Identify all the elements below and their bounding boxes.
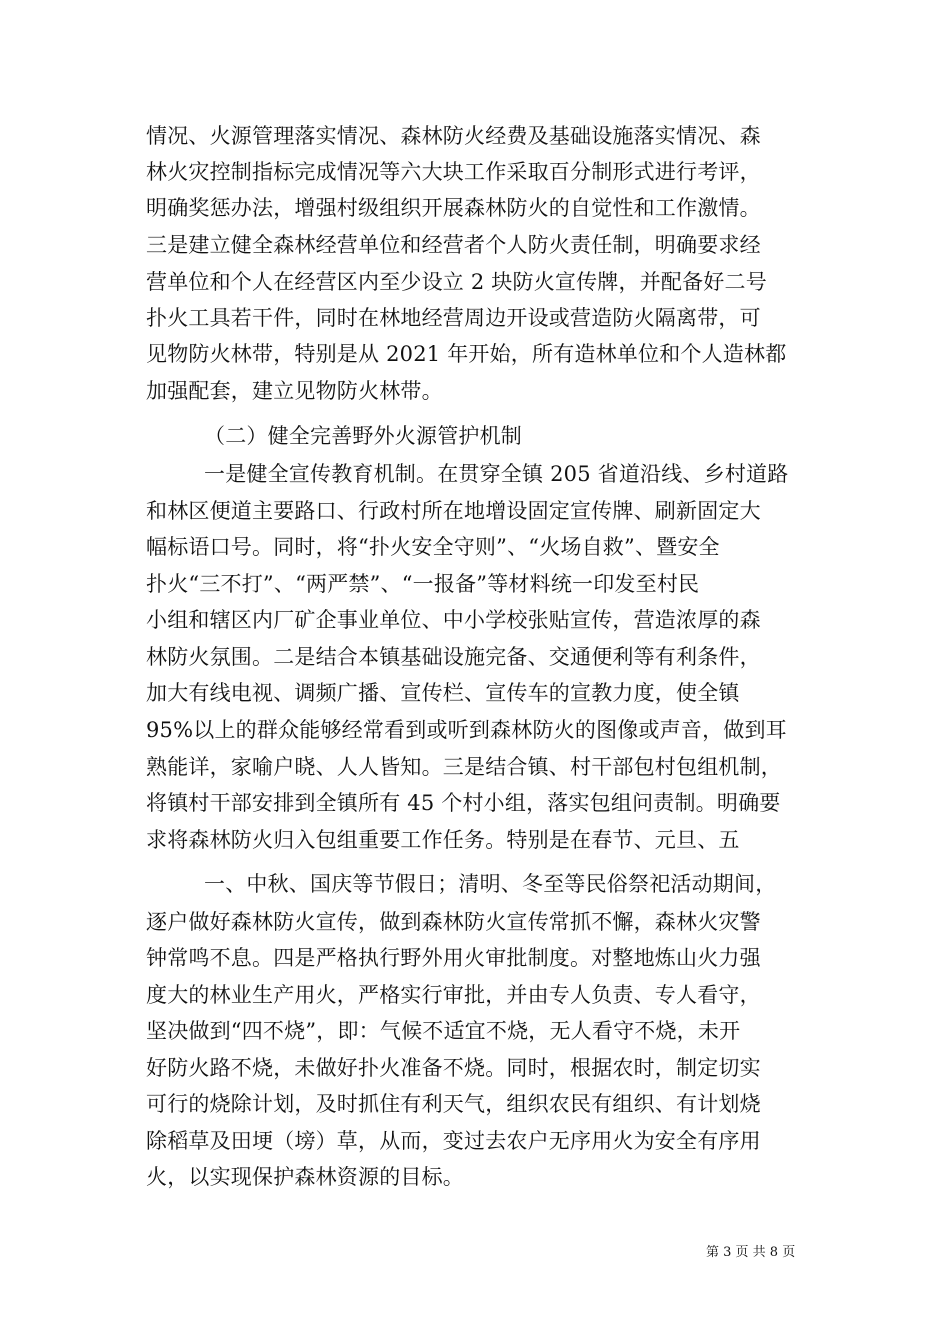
page-number: 第 3 页 共 8 页 bbox=[706, 1245, 796, 1260]
body-text-line: 求将森林防火归入包组重要工作任务。特别是在春节、元旦、五 bbox=[146, 828, 740, 852]
body-text-line: 熟能详，家喻户晓、人人皆知。三是结合镇、村干部包村包组机制， bbox=[146, 755, 782, 779]
section-heading: （二）健全完善野外火源管护机制 bbox=[204, 424, 522, 448]
body-text-line: 火，以实现保护森林资源的目标。 bbox=[146, 1165, 464, 1189]
body-text-line: 扑火“三不打”、“两严禁”、“一报备”等材料统一印发至村民 bbox=[146, 572, 700, 596]
body-text-line: 情况、火源管理落实情况、森林防火经费及基础设施落实情况、森 bbox=[146, 124, 761, 148]
body-text-line: 和林区便道主要路口、行政村所在地增设固定宣传牌、刷新固定大 bbox=[146, 499, 761, 523]
body-text-line: 将镇村干部安排到全镇所有 45 个村小组，落实包组问责制。明确要 bbox=[146, 791, 781, 815]
body-text-line: 好防火路不烧，未做好扑火准备不烧。同时，根据农时，制定切实 bbox=[146, 1056, 761, 1080]
body-text-line: 95%以上的群众能够经常看到或听到森林防火的图像或声音，做到耳 bbox=[146, 718, 787, 742]
body-text-line: 小组和辖区内厂矿企事业单位、中小学校张贴宣传，营造浓厚的森 bbox=[146, 608, 761, 632]
body-text-line: 除稻草及田埂（塝）草，从而，变过去农户无序用火为安全有序用 bbox=[146, 1129, 761, 1153]
body-text-line: 营单位和个人在经营区内至少设立 2 块防火宣传牌，并配备好二号 bbox=[146, 270, 767, 294]
body-text-line: 逐户做好森林防火宣传，做到森林防火宣传常抓不懈，森林火灾警 bbox=[146, 910, 761, 934]
body-text-line: 加强配套，建立见物防火林带。 bbox=[146, 379, 443, 403]
body-text-line: 幅标语口号。同时，将“扑火安全守则”、“火场自救”、暨安全 bbox=[146, 535, 720, 559]
body-text-line: 钟常鸣不息。四是严格执行野外用火审批制度。对整地炼山火力强 bbox=[146, 946, 761, 970]
body-text-line: 一、中秋、国庆等节假日；清明、冬至等民俗祭祀活动期间， bbox=[204, 872, 777, 896]
body-text-line: 明确奖惩办法，增强村级组织开展森林防火的自觉性和工作激情。 bbox=[146, 196, 761, 220]
body-text-line: 可行的烧除计划，及时抓住有利天气，组织农民有组织、有计划烧 bbox=[146, 1092, 761, 1116]
body-text-line: 林防火氛围。二是结合本镇基础设施完备、交通便利等有利条件， bbox=[146, 645, 761, 669]
body-text-line: 林火灾控制指标完成情况等六大块工作采取百分制形式进行考评， bbox=[146, 160, 761, 184]
body-text-line: 加大有线电视、调频广播、宣传栏、宣传车的宣教力度，使全镇 bbox=[146, 681, 740, 705]
body-text-line: 一是健全宣传教育机制。在贯穿全镇 205 省道沿线、乡村道路 bbox=[204, 462, 789, 486]
body-text-line: 度大的林业生产用火，严格实行审批，并由专人负责、专人看守， bbox=[146, 983, 761, 1007]
body-text-line: 坚决做到“四不烧”，即：气候不适宜不烧，无人看守不烧，未开 bbox=[146, 1019, 741, 1043]
body-text-line: 扑火工具若干件，同时在林地经营周边开设或营造防火隔离带，可 bbox=[146, 306, 761, 330]
body-text-line: 三是建立健全森林经营单位和经营者个人防火责任制，明确要求经 bbox=[146, 233, 761, 257]
body-text-line: 见物防火林带，特别是从 2021 年开始，所有造林单位和个人造林都 bbox=[146, 342, 787, 366]
